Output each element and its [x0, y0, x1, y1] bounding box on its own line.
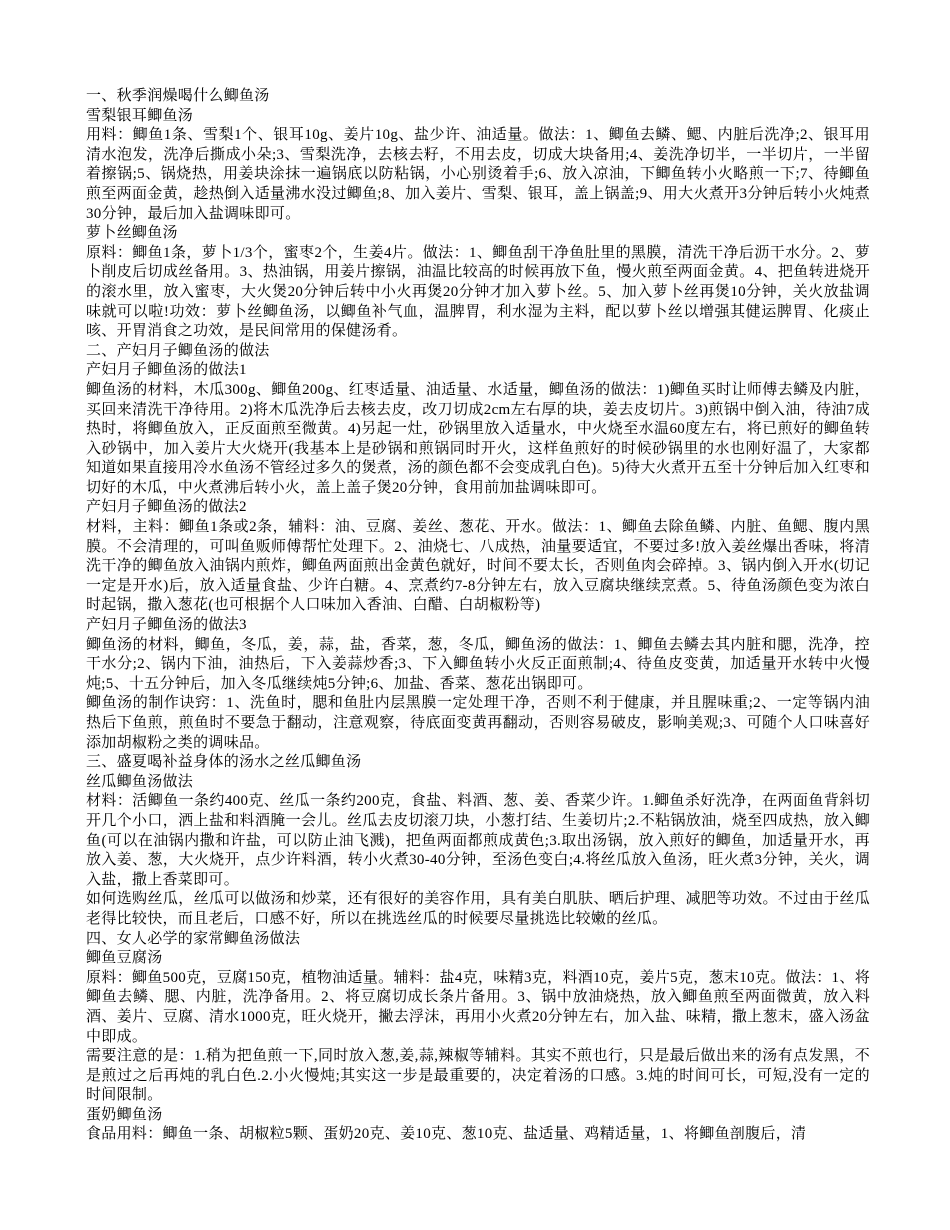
paragraph: 蛋奶鲫鱼汤 — [86, 1106, 163, 1123]
paragraph: 鲫鱼汤的材料，鲫鱼，冬瓜，姜，蒜，盐，香菜，葱，冬瓜，鲫鱼汤的做法：1、鲫鱼去鳞去其内脏和腮，洗净，控干水分;2、锅内下油，油热后，下入姜蒜炒香;3、下入鲫鱼转小火反正面煎制;4、待鱼皮变黄，加适量开水转中火慢炖;5、十五分钟后，加入冬瓜继续炖5分钟;6、加盐、香菜、葱花出锅即可。 — [86, 636, 870, 692]
paragraph: 食品用料：鲫鱼一条、胡椒粒5颗、蛋奶20克、姜10克、葱10克、盐适量、鸡精适量，1、将鲫鱼剖腹后，清 — [86, 1126, 807, 1143]
article-body — [86, 87, 870, 1145]
paragraph: 材料：活鲫鱼一条约400克、丝瓜一条约200克，食盐、料酒、葱、姜、香菜少许。1.鲫鱼杀好洗净，在两面鱼背斜切开几个小口，洒上盐和料酒腌一会儿。丝瓜去皮切滚刀块，小葱打结、生姜切片;2.不粘锅放油，烧至四成热，放入鲫鱼(可以在油锅内撒和许盐，可以防止油飞溅)，把鱼两面都煎成黄色;3.取出汤锅，放入煎好的鲫鱼，加适量开水，再放入姜、葱，大火烧开，点少许料酒，转小火煮30-40分钟，至汤色变白;4.将丝瓜放入鱼汤，旺火煮3分钟，关火，调入盐，撒上香菜即可。 — [86, 793, 870, 888]
paragraph: 鲫鱼汤的材料，木瓜300g、鲫鱼200g、红枣适量、油适量、水适量，鲫鱼汤的做法：1)鲫鱼买时让师傅去鳞及内脏，买回来清洗干净待用。2)将木瓜洗净后去核去皮，改刀切成2cm左右厚的块，姜去皮切片。3)煎锅中倒入油，待油7成热时，将鲫鱼放入，正反面煎至微黄。4)另起一灶，砂锅里放入适量水，中火烧至水温60度左右，将已煎好的鲫鱼转入砂锅中，加入姜片大火烧开(我基本上是砂锅和煎锅同时开火，这样鱼煎好的时候砂锅里的水也刚好温了，大家都知道如果直接用冷水鱼汤不管经过多久的煲煮，汤的颜色都不会变成乳白色)。5)待大火煮开五至十分钟后加入红枣和切好的木瓜，中火煮沸后转小火，盖上盖子煲20分钟，食用前加盐调味即可。 — [86, 381, 870, 496]
paragraph: 鲫鱼豆腐汤 — [86, 950, 163, 967]
paragraph: 用料：鲫鱼1条、雪梨1个、银耳10g、姜片10g、盐少许、油适量。做法：1、鲫鱼去鳞、鳃、内脏后洗净;2、银耳用清水泡发，洗净后撕成小朵;3、雪梨洗净，去核去籽，不用去皮，切成大块备用;4、姜洗净切半，一半切片，一半留着擦锅;5、锅烧热，用姜块涂抹一遍锅底以防粘锅，小心别烫着手;6、放入凉油，下鲫鱼转小火略煎一下;7、待鲫鱼煎至两面金黄，趁热倒入适量沸水没过鲫鱼;8、加入姜片、雪梨、银耳，盖上锅盖;9、用大火煮开3分钟后转小火炖煮30分钟，最后加入盐调味即可。 — [86, 127, 870, 222]
paragraph: 原料：鲫鱼1条，萝卜1/3个，蜜枣2个，生姜4片。做法：1、鲫鱼刮干净鱼肚里的黑膜，清洗干净后沥干水分。2、萝卜削皮后切成丝备用。3、热油锅，用姜片擦锅，油温比较高的时候再放下鱼，慢火煎至两面金黄。4、把鱼转进烧开的滚水里，放入蜜枣，大火煲20分钟后转中小火再煲20分钟才加入萝卜丝。5、加入萝卜丝再煲10分钟，关火放盐调味就可以啦!功效：萝卜丝鲫鱼汤，以鲫鱼补气血，温脾胃，利水湿为主料，配以萝卜丝以增强其健运脾胃、化痰止咳、开胃消食之功效，是民间常用的保健汤肴。 — [86, 244, 870, 340]
paragraph: 鲫鱼汤的制作诀窍：1、洗鱼时，腮和鱼肚内层黑膜一定处理干净，否则不利于健康，并且腥味重;2、一定等锅内油热后下鱼煎，煎鱼时不要急于翻动，注意观察，待底面变黄再翻动，否则容易破皮，影响美观;3、可随个人口味喜好添加胡椒粉之类的调味品。 — [86, 695, 870, 751]
paragraph: 二、产妇月子鲫鱼汤的做法 — [86, 342, 270, 359]
paragraph: 产妇月子鲫鱼汤的做法1 — [86, 362, 247, 379]
paragraph: 四、女人必学的家常鲫鱼汤做法 — [86, 930, 301, 947]
paragraph: 一、秋季润燥喝什么鲫鱼汤 — [86, 88, 270, 104]
paragraph: 如何选购丝瓜，丝瓜可以做汤和炒菜，还有很好的美容作用，具有美白肌肤、晒后护理、减肥等功效。不过由于丝瓜老得比较快，而且老后，口感不好，所以在挑选丝瓜的时候要尽量挑选比较嫩的丝瓜。 — [86, 891, 870, 927]
paragraph: 原料：鲫鱼500克，豆腐150克，植物油适量。辅料：盐4克，味精3克，料酒10克，姜片5克，葱末10克。做法：1、将鲫鱼去鳞、腮、内脏，洗净备用。2、将豆腐切成长条片备用。3、锅中放油烧热，放入鲫鱼煎至两面微黄，放入料酒、姜片、豆腐、清水1000克，旺火烧开，撇去浮沫，再用小火煮20分钟左右，加入盐、味精，撒上葱末，盛入汤盆中即成。 — [86, 969, 870, 1045]
paragraph: 需要注意的是：1.稍为把鱼煎一下,同时放入葱,姜,蒜,辣椒等辅料。其实不煎也行，只是最后做出来的汤有点发黑，不是煎过之后再炖的乳白色.2.小火慢炖;其实这一步是最重要的，决定着汤的口感。3.炖的时间可长，可短,没有一定的时间限制。 — [86, 1048, 870, 1104]
paragraph: 产妇月子鲫鱼汤的做法2 — [86, 499, 247, 516]
paragraph: 萝卜丝鲫鱼汤 — [86, 225, 178, 242]
paragraph: 产妇月子鲫鱼汤的做法3 — [86, 617, 247, 634]
paragraph: 三、盛夏喝补益身体的汤水之丝瓜鲫鱼汤 — [86, 754, 362, 771]
paragraph: 雪梨银耳鲫鱼汤 — [86, 107, 194, 124]
paragraph: 丝瓜鲫鱼汤做法 — [86, 773, 194, 790]
paragraph: 材料，主料：鲫鱼1条或2条，辅料：油、豆腐、姜丝、葱花、开水。做法：1、鲫鱼去除鱼鳞、内脏、鱼鳃、腹内黑膜。不会清理的，可叫鱼贩师傅帮忙处理下。2、油烧七、八成热，油量要适宜，不要过多!放入姜丝爆出香味，将清洗干净的鲫鱼放入油锅内煎炸，鲫鱼两面煎出金黄色就好，时间不要太长，否则鱼肉会碎掉。3、锅内倒入开水(切记一定是开水)后，放入适量食盐、少许白糖。4、烹煮约7-8分钟左右，放入豆腐块继续烹煮。5、待鱼汤颜色变为浓白时起锅，撒入葱花(也可根据个人口味加入香油、白醋、白胡椒粉等) — [86, 519, 870, 614]
